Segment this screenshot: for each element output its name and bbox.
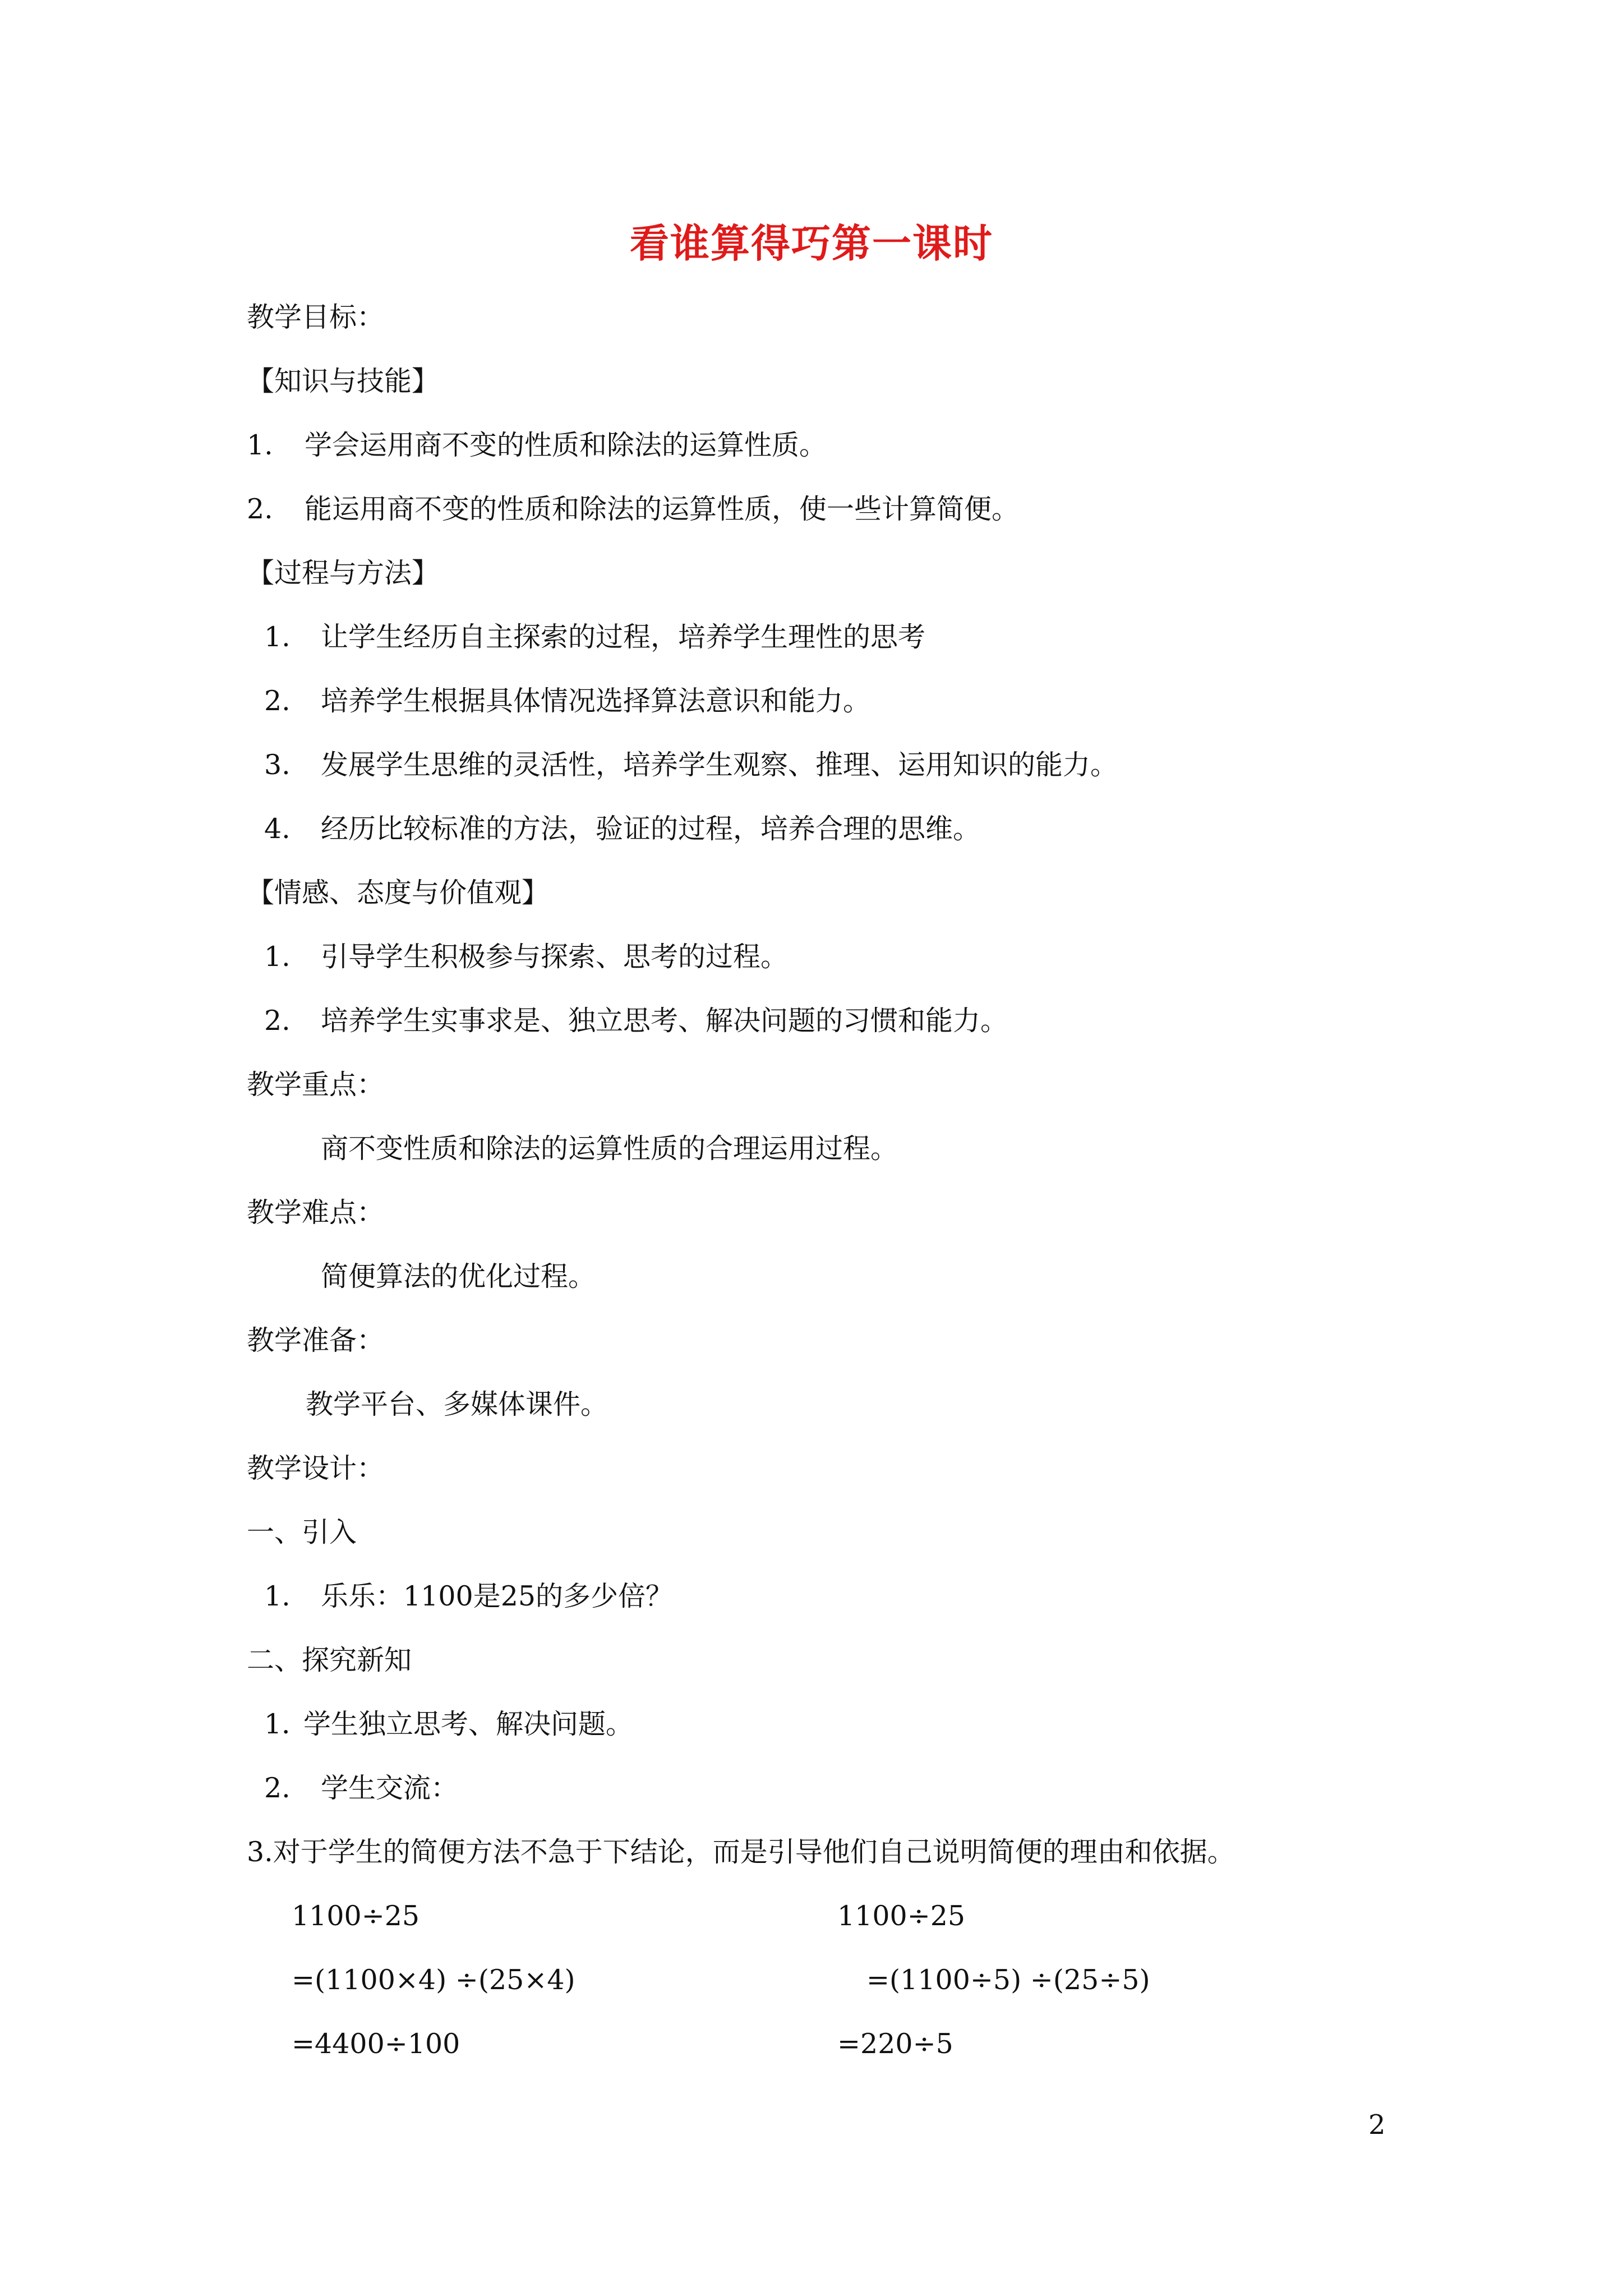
- math-right-line-3: =220÷5: [837, 2028, 953, 2060]
- knowledge-item-1: [247, 429, 827, 462]
- item-text: 引导学生积极参与探索、思考的过程。: [321, 941, 789, 973]
- page-number: 2: [1368, 2109, 1386, 2141]
- item-text: 能运用商不变的性质和除法的运算性质，使一些计算简便。: [305, 493, 1020, 525]
- process-item-3: [264, 748, 1118, 782]
- emotion-item-2: [264, 1004, 1008, 1038]
- item-text: 培养学生实事求是、独立思考、解决问题的习惯和能力。: [321, 1005, 1008, 1037]
- math-left-line-3: =4400÷100: [292, 2028, 460, 2060]
- design-heading: 教学设计：: [247, 1452, 385, 1484]
- process-item-2: [264, 684, 870, 718]
- item-text: 学会运用商不变的性质和除法的运算性质。: [305, 429, 827, 461]
- process-item-1: [264, 620, 925, 654]
- prep-text: 教学平台、多媒体课件。: [306, 1388, 608, 1420]
- knowledge-item-2: [247, 493, 1019, 526]
- item-number: 2.: [264, 1005, 291, 1037]
- key-text: 商不变性质和除法的运算性质的合理运用过程。: [321, 1133, 898, 1165]
- explore-item-1: [264, 1708, 633, 1741]
- math-left-line-2: =(1100×4) ÷(25×4): [292, 1964, 575, 1996]
- item-number: 1．: [264, 1708, 310, 1740]
- explore-heading: 二、探究新知: [247, 1644, 412, 1676]
- item-text: 让学生经历自主探索的过程，培养学生理性的思考: [321, 621, 926, 653]
- item-number: 1.: [264, 941, 291, 973]
- item-number: 3.: [264, 749, 291, 781]
- key-heading: 教学重点：: [247, 1069, 385, 1101]
- prep-heading: 教学准备：: [247, 1324, 385, 1356]
- goals-heading: 教学目标：: [247, 301, 385, 333]
- math-left-line-1: 1100÷25: [292, 1900, 420, 1932]
- emotion-heading: 【情感、态度与价值观】: [247, 877, 550, 909]
- item-number: 1.: [264, 1580, 291, 1612]
- item-text: 经历比较标准的方法，验证的过程，培养合理的思维。: [321, 813, 981, 845]
- explore-item-3: 3.对于学生的简便方法不急于下结论，而是引导他们自己说明简便的理由和依据。: [247, 1836, 1235, 1868]
- explore-item-2: [264, 1772, 458, 1805]
- item-text: 学生独立思考、解决问题。: [303, 1708, 634, 1740]
- item-text: 学生交流：: [321, 1772, 459, 1804]
- item-number: 2.: [247, 493, 273, 525]
- item-number: 1.: [264, 621, 291, 653]
- item-number: 2.: [264, 1772, 291, 1804]
- intro-heading: 一、引入: [247, 1516, 357, 1548]
- item-text: 发展学生思维的灵活性，培养学生观察、推理、运用知识的能力。: [321, 749, 1118, 781]
- item-text: 乐乐：1100是25的多少倍？: [321, 1580, 674, 1612]
- difficulty-text: 简便算法的优化过程。: [321, 1260, 596, 1292]
- process-heading: 【过程与方法】: [247, 557, 440, 589]
- knowledge-heading: 【知识与技能】: [247, 365, 440, 397]
- math-right-line-2: =(1100÷5) ÷(25÷5): [866, 1964, 1150, 1996]
- emotion-item-1: [264, 940, 788, 974]
- math-right-line-1: 1100÷25: [837, 1900, 966, 1932]
- item-number: 2.: [264, 685, 291, 717]
- difficulty-heading: 教学难点：: [247, 1197, 385, 1228]
- intro-item-1: [264, 1580, 673, 1613]
- item-text: 培养学生根据具体情况选择算法意识和能力。: [321, 685, 871, 717]
- process-item-4: [264, 812, 980, 846]
- item-number: 4.: [264, 813, 291, 845]
- item-number: 1.: [247, 429, 273, 461]
- page-title: 看谁算得巧第一课时: [630, 220, 993, 266]
